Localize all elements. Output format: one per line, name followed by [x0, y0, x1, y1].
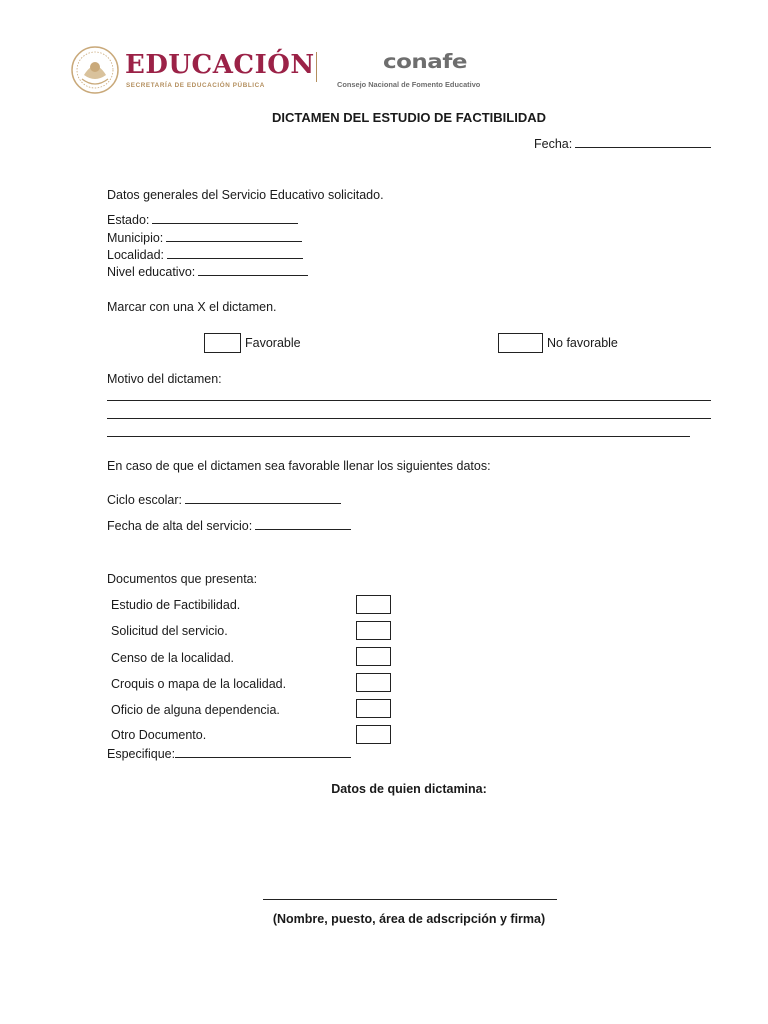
fecha-blank[interactable]	[575, 136, 711, 148]
estado-label: Estado:	[107, 213, 150, 227]
firma-label: (Nombre, puesto, área de adscripción y firma)	[272, 912, 546, 926]
especifique-label: Especifique:	[107, 747, 176, 761]
fecha-alta-field	[107, 518, 351, 534]
doc-checkbox[interactable]	[356, 673, 391, 692]
municipio-label: Municipio:	[107, 231, 164, 245]
especifique-field	[107, 746, 351, 762]
fecha-field	[534, 136, 711, 152]
conafe-logo-text: conafe	[383, 51, 467, 74]
favorable-heading: En caso de que el dictamen sea favorable llenar los siguientes datos:	[107, 459, 491, 473]
especifique-blank[interactable]	[175, 746, 351, 758]
motivo-label: Motivo del dictamen:	[107, 372, 222, 386]
no-favorable-label: No favorable	[547, 336, 618, 350]
doc-item-label: Censo de la localidad.	[111, 651, 234, 665]
marcar-heading: Marcar con una X el dictamen.	[107, 300, 277, 314]
ciclo-label: Ciclo escolar:	[107, 493, 183, 507]
logo-divider	[316, 52, 317, 82]
fecha-alta-blank[interactable]	[255, 518, 351, 530]
municipio-field	[107, 230, 302, 246]
conafe-subtitle: Consejo Nacional de Fomento Educativo	[337, 80, 481, 89]
fecha-label: Fecha:	[534, 137, 573, 151]
ciclo-field	[107, 492, 341, 508]
educacion-logo-text: EDUCACIÓN	[125, 50, 315, 80]
general-heading: Datos generales del Servicio Educativo solicitado.	[107, 188, 384, 202]
motivo-line-3[interactable]	[107, 436, 690, 437]
motivo-line-1[interactable]	[107, 400, 711, 401]
page-title: DICTAMEN DEL ESTUDIO DE FACTIBILIDAD	[272, 110, 546, 125]
firma-line[interactable]	[263, 899, 557, 900]
doc-checkbox[interactable]	[356, 725, 391, 744]
favorable-checkbox[interactable]	[204, 333, 241, 353]
doc-item-label: Solicitud del servicio.	[111, 624, 228, 638]
documentos-heading: Documentos que presenta:	[107, 572, 258, 586]
motivo-line-2[interactable]	[107, 418, 711, 419]
nivel-field	[107, 264, 308, 280]
estado-blank[interactable]	[152, 212, 298, 224]
doc-checkbox[interactable]	[356, 699, 391, 718]
localidad-field	[107, 247, 303, 263]
fecha-alta-label: Fecha de alta del servicio:	[107, 519, 253, 533]
doc-checkbox[interactable]	[356, 647, 391, 666]
doc-checkbox[interactable]	[356, 595, 391, 614]
doc-item-label: Otro Documento.	[111, 728, 207, 742]
favorable-label: Favorable	[245, 336, 301, 350]
doc-item-label: Oficio de alguna dependencia.	[111, 703, 280, 717]
dictamina-heading: Datos de quien dictamina:	[331, 782, 487, 796]
sep-subtitle: SECRETARÍA DE EDUCACIÓN PÚBLICA	[126, 82, 265, 89]
nivel-blank[interactable]	[198, 264, 308, 276]
localidad-blank[interactable]	[167, 247, 303, 259]
nivel-label: Nivel educativo:	[107, 265, 196, 279]
no-favorable-checkbox[interactable]	[498, 333, 543, 353]
doc-checkbox[interactable]	[356, 621, 391, 640]
sep-seal-icon	[70, 45, 120, 95]
municipio-blank[interactable]	[166, 230, 302, 242]
estado-field	[107, 212, 298, 228]
localidad-label: Localidad:	[107, 248, 164, 262]
doc-item-label: Croquis o mapa de la localidad.	[111, 677, 287, 691]
ciclo-blank[interactable]	[185, 492, 341, 504]
doc-item-label: Estudio de Factibilidad.	[111, 598, 241, 612]
